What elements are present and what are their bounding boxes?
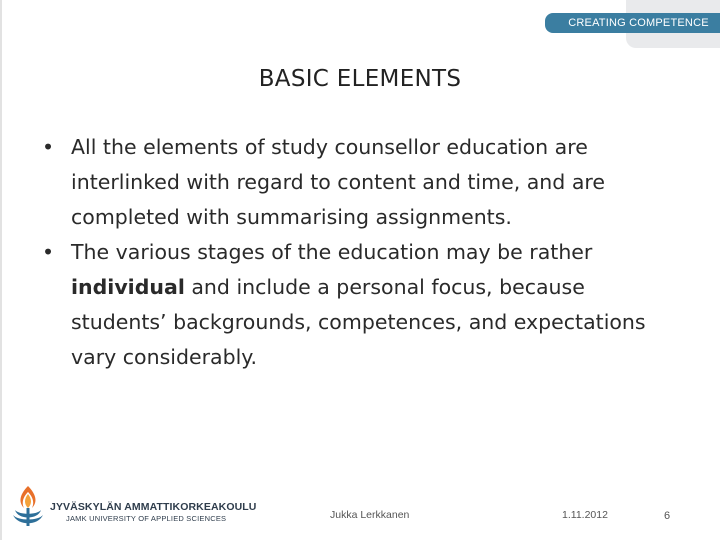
logo-subname: JAMK UNIVERSITY OF APPLIED SCIENCES [66, 514, 227, 523]
bullet-item [42, 235, 682, 375]
banner-text: CREATING COMPETENCE [568, 17, 709, 29]
bullet-text-before: The various stages of the education may be rather [71, 240, 593, 264]
bullet-dot: • [42, 240, 55, 264]
logo-name: JYVÄSKYLÄN AMMATTIKORKEAKOULU [50, 501, 257, 513]
footer-date: 1.11.2012 [562, 509, 608, 521]
bullet-text: All the elements of study counsellor education are interlinked with regard to content and time, and are completed with summarising assignments. [71, 135, 605, 229]
bullet-item [42, 130, 682, 235]
flame-emblem-icon [13, 486, 43, 526]
bullet-text-bold: individual [71, 275, 185, 299]
bullet-list [42, 130, 682, 375]
bullet-dot: • [42, 135, 55, 159]
bullet-text-after: and include a personal focus, because students’ backgrounds, competences, and expectations vary considerably. [71, 275, 646, 369]
brand-banner [545, 13, 720, 33]
page-number: 6 [664, 510, 671, 522]
footer-author: Jukka Lerkkanen [330, 509, 410, 521]
slide-title: BASIC ELEMENTS [258, 66, 462, 92]
